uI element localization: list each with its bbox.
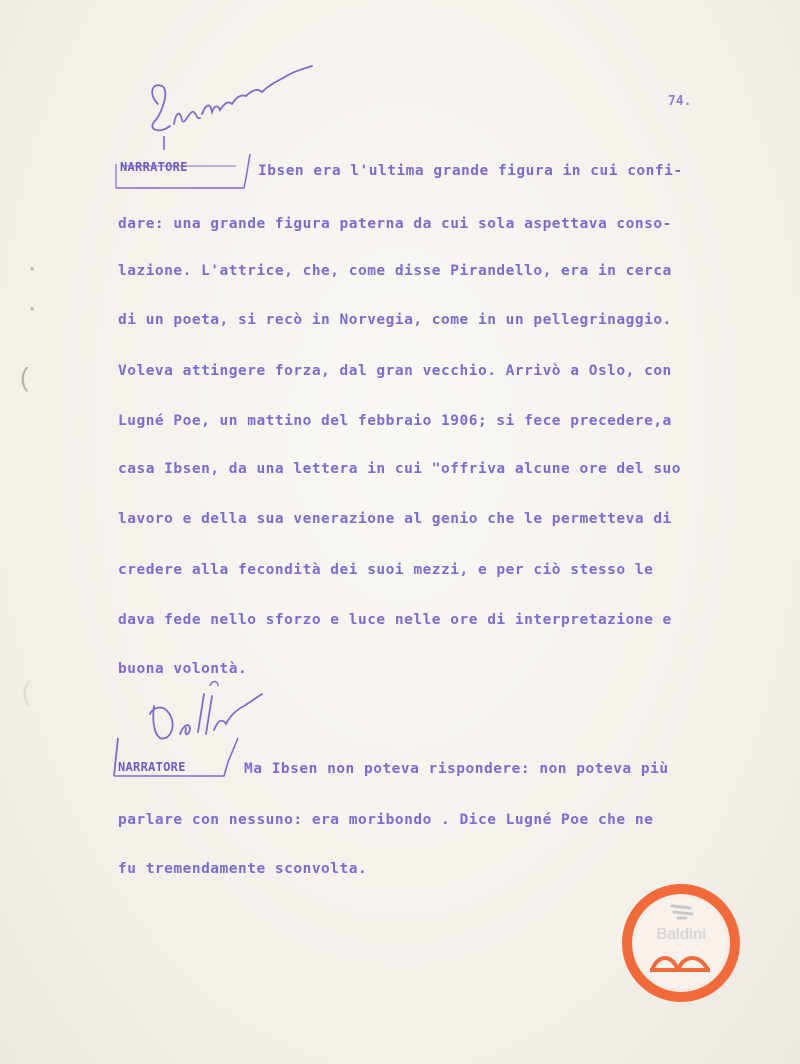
text-line: fu tremendamente sconvolta. bbox=[118, 861, 368, 877]
text-line: dare: una grande figura paterna da cui sola aspettava conso- bbox=[118, 216, 672, 232]
margin-dot: • bbox=[30, 262, 35, 276]
text-line: di un poeta, si recò in Norvegia, come in un pellegrinaggio. bbox=[118, 312, 672, 328]
text-line: casa Ibsen, da una lettera in cui "offriva alcune ore del suo bbox=[118, 461, 682, 477]
speaker-label-2: NARRATORE bbox=[118, 760, 186, 774]
margin-dot: • bbox=[30, 302, 35, 316]
text-line: dava fede nello sforzo e luce nelle ore di interpretazione e bbox=[118, 612, 672, 628]
text-line: Voleva attingere forza, dal gran vecchio. Arrivò a Oslo, con bbox=[118, 363, 672, 379]
text-line: lazione. L'attrice, che, come disse Pirandello, era in cerca bbox=[118, 263, 672, 279]
text-line: parlare con nessuno: era moribondo . Dice Lugné Poe che ne bbox=[118, 812, 654, 828]
archive-stamp bbox=[620, 882, 742, 1004]
speaker-label-1: NARRATORE bbox=[120, 160, 188, 174]
stamp-text: Baldini bbox=[656, 926, 706, 943]
punch-hole-mark: ( bbox=[22, 676, 31, 706]
text-line: Lugné Poe, un mattino del febbraio 1906; si fece precedere,a bbox=[118, 413, 672, 429]
text-line: buona volontà. bbox=[118, 661, 248, 677]
text-line: Ma Ibsen non poteva rispondere: non poteva più bbox=[244, 761, 669, 777]
page-number: 74. bbox=[668, 94, 692, 109]
handwritten-annotation-top bbox=[140, 64, 320, 154]
text-line: Ibsen era l'ultima grande figura in cui confi- bbox=[258, 163, 683, 179]
speaker-box-2 bbox=[108, 732, 248, 782]
text-line: credere alla fecondità dei suoi mezzi, e per ciò stesso le bbox=[118, 562, 654, 578]
punch-hole-mark: ( bbox=[20, 362, 29, 392]
text-line: lavoro e della sua venerazione al genio che le permetteva di bbox=[118, 511, 672, 527]
